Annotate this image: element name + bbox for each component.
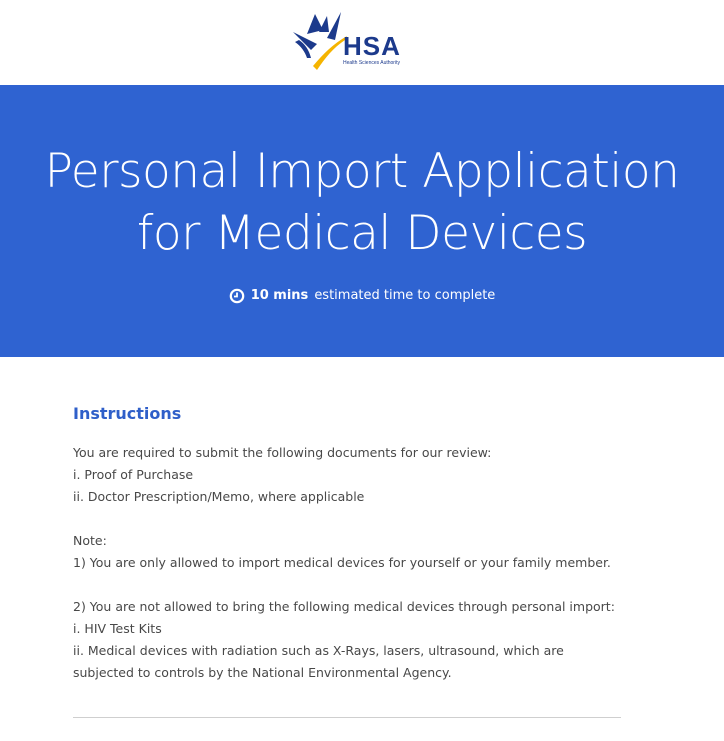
estimated-time-label: estimated time to complete [314,288,496,303]
instruction-line [73,574,621,596]
logo-text: HSA [343,31,401,61]
logo-subtitle: Health Sciences Authority [343,60,400,66]
clock-icon [229,288,245,304]
instruction-line: i. HIV Test Kits [73,621,162,636]
page-title-line-1: Personal Import Application [44,144,680,199]
instruction-line: 2) You are not allowed to bring the following medical devices through personal import: [73,599,615,614]
instruction-line: 1) You are only allowed to import medical devices for yourself or your family member. [73,555,611,570]
page-title [0,141,724,265]
hsa-logo[interactable] [289,10,409,72]
instruction-line: ii. Medical devices with radiation such as X-Rays, lasers, ultrasound, which are [73,643,564,658]
instructions-section [73,402,621,684]
page-title-line-2: for Medical Devices [136,206,588,261]
instructions-text [73,442,621,684]
instruction-line: ii. Doctor Prescription/Memo, where applicable [73,489,365,504]
hsa-logo-icon [289,10,349,72]
estimated-time-value: 10 mins [250,288,309,303]
hero-banner [0,85,724,357]
instruction-line: Note: [73,533,107,548]
header-bar [0,0,724,85]
section-divider [73,717,621,718]
instruction-line [73,508,621,530]
instruction-line: i. Proof of Purchase [73,467,194,482]
instruction-line: You are required to submit the following documents for our review: [73,445,492,460]
instruction-line: subjected to controls by the National Environmental Agency. [73,665,452,680]
estimated-time [0,287,724,305]
instructions-heading: Instructions [73,404,182,423]
